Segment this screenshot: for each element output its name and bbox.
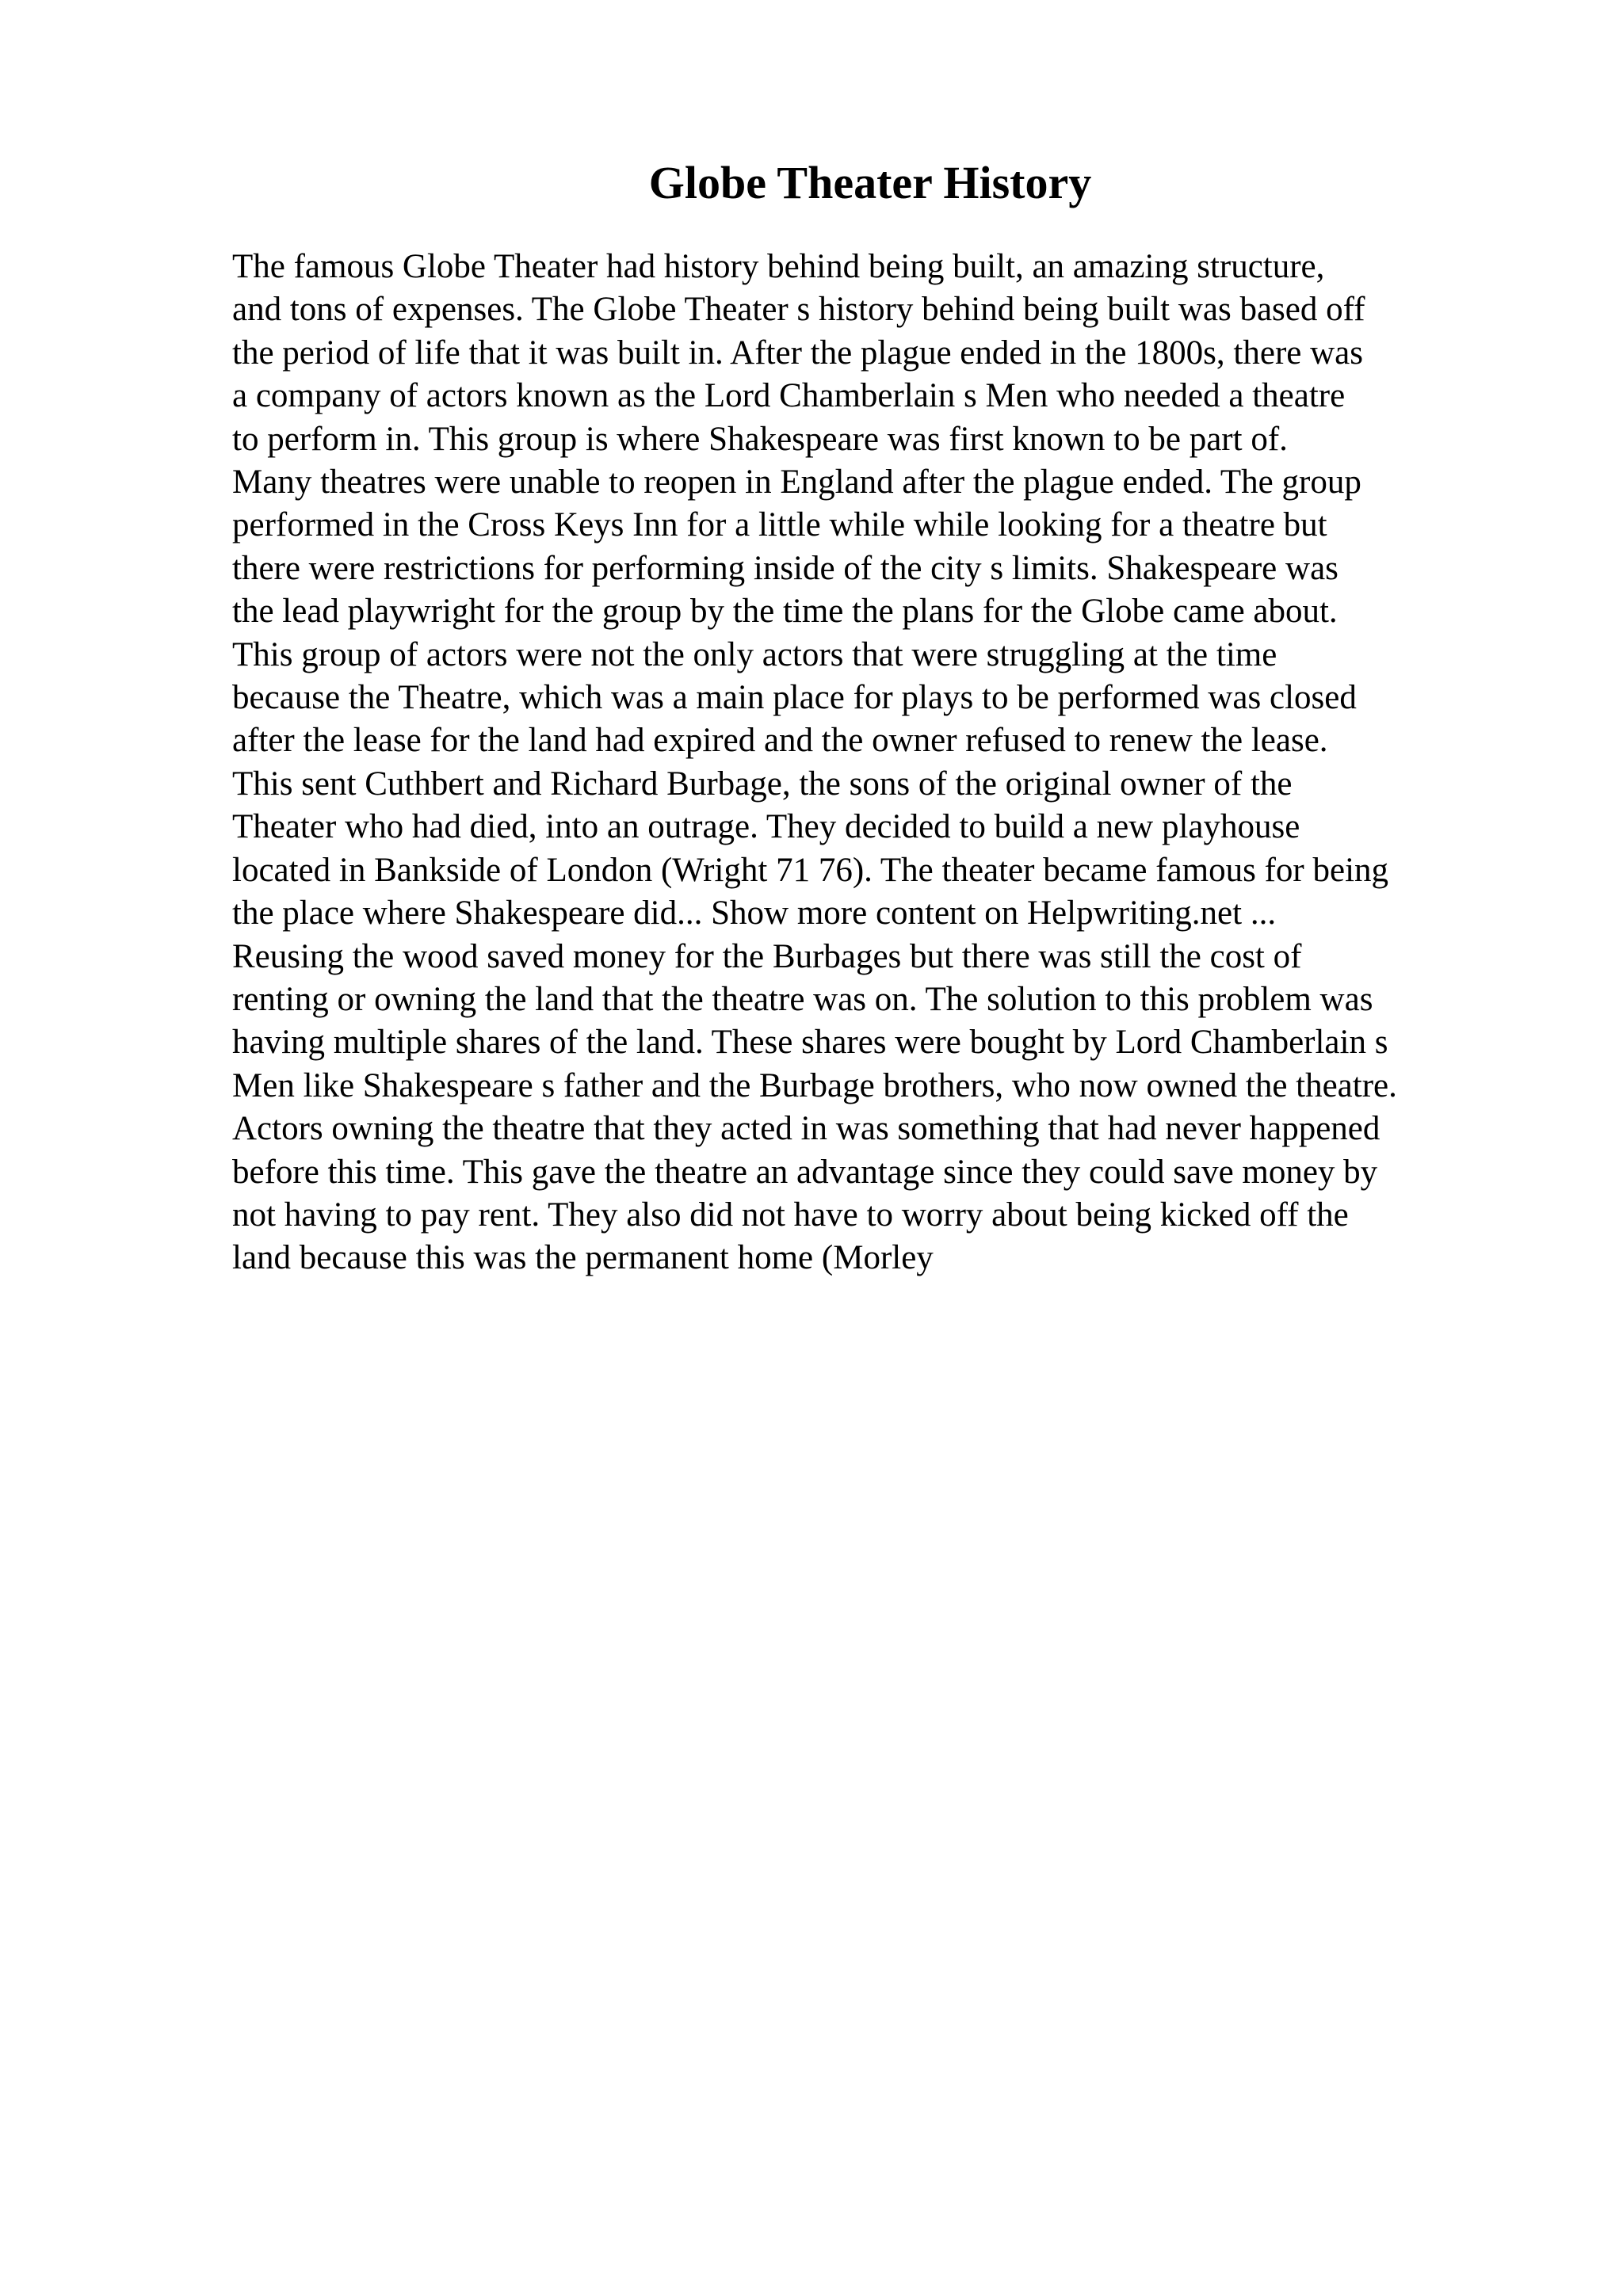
body-line: after the lease for the land had expired and the owner refused to renew the lease. (232, 722, 1328, 760)
body-line: not having to pay rent. They also did not have to worry about being kicked off the (232, 1196, 1349, 1234)
body-line: and tons of expenses. The Globe Theater s history behind being built was based off (232, 291, 1365, 329)
body-line: Actors owning the theatre that they acted in was something that had never happened (232, 1110, 1381, 1148)
body-line: Many theatres were unable to reopen in England after the plague ended. The group (232, 463, 1361, 502)
body-line: to perform in. This group is where Shakespeare was first known to be part of. (232, 420, 1288, 458)
body-line: Theater who had died, into an outrage. They decided to build a new playhouse (232, 808, 1300, 846)
body-line: Men like Shakespeare s father and the Burbage brothers, who now owned the theatre. (232, 1066, 1397, 1104)
body-line: performed in the Cross Keys Inn for a little while while looking for a theatre but (232, 506, 1327, 544)
body-line: having multiple shares of the land. These shares were bought by Lord Chamberlain s (232, 1024, 1388, 1062)
body-line: This sent Cuthbert and Richard Burbage, the sons of the original owner of the (232, 765, 1293, 803)
document-title: Globe Theater History (648, 157, 1092, 208)
body-line: because the Theatre, which was a main place for plays to be performed was closed (232, 679, 1357, 717)
body-line: The famous Globe Theater had history behind being built, an amazing structure, (232, 248, 1325, 285)
document-body (232, 246, 1579, 1280)
body-line: Reusing the wood saved money for the Burbages but there was still the cost of (232, 937, 1302, 975)
body-line: the period of life that it was built in. After the plague ended in the 1800s, there was (232, 334, 1363, 372)
body-line: located in Bankside of London (Wright 71 76). The theater became famous for being (232, 851, 1389, 889)
body-line: This group of actors were not the only actors that were struggling at the time (232, 635, 1277, 673)
body-line: there were restrictions for performing inside of the city s limits. Shakespeare was (232, 549, 1338, 587)
body-line: the place where Shakespeare did... Show more content on Helpwriting.net ... (232, 894, 1277, 933)
body-line: a company of actors known as the Lord Chamberlain s Men who needed a theatre (232, 377, 1346, 415)
body-line: renting or owning the land that the theatre was on. The solution to this problem was (232, 980, 1373, 1018)
body-line: the lead playwright for the group by the time the plans for the Globe came about. (232, 593, 1338, 631)
body-line: land because this was the permanent home (Morley (232, 1239, 934, 1277)
body-line: before this time. This gave the theatre an advantage since they could save money by (232, 1153, 1378, 1191)
